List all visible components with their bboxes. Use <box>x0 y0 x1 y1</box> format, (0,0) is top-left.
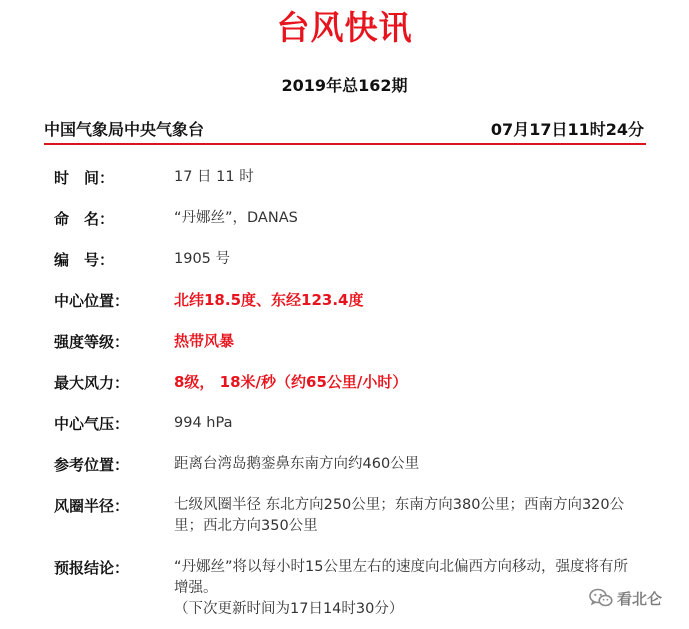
watermark-text: 看北仑 <box>617 589 663 608</box>
field-value: “丹娜丝”，DANAS <box>174 210 298 226</box>
field-value: 1905 号 <box>174 251 231 267</box>
issue-datetime: 07月17日11时24分 <box>490 120 644 139</box>
agency-name: 中国气象局中央气象台 <box>44 120 205 139</box>
forecast-text: “丹娜丝”将以每小时15公里左右的速度向北偏西方向移动，强度将有所增强。 <box>174 559 628 596</box>
field-label: 风圈半径： <box>54 497 130 515</box>
watermark <box>589 587 662 609</box>
field-value: 热带风暴 <box>174 332 235 350</box>
forecast-update-note: （下次更新时间为17日14时30分） <box>174 601 404 617</box>
field-value: 七级风圈半径 东北方向250公里；东南方向380公里；西南方向320公里；西北方向350公里 <box>174 497 625 534</box>
field-value: 17 日 11 时 <box>174 169 254 185</box>
field-value-block <box>174 557 636 620</box>
agency-header <box>44 117 646 145</box>
field-value: 8级， 18米/秒（约65公里/小时） <box>174 373 408 391</box>
field-label: 参考位置： <box>54 456 130 474</box>
field-value: 北纬18.5度、东经123.4度 <box>174 291 364 309</box>
field-label: 时 间： <box>54 169 115 187</box>
field-label: 命 名： <box>54 210 115 228</box>
bulletin-title: 台风快讯 <box>276 8 413 47</box>
field-label: 预报结论： <box>54 559 130 577</box>
field-value: 距离台湾岛鹅銮鼻东南方向约460公里 <box>174 456 420 472</box>
field-value: 994 hPa <box>174 415 233 431</box>
field-label: 中心气压： <box>54 415 130 433</box>
field-label: 最大风力： <box>54 374 130 392</box>
issue-number: 2019年总162期 <box>281 76 408 95</box>
field-label: 中心位置： <box>54 292 130 310</box>
field-label: 编 号： <box>54 251 115 269</box>
wechat-icon <box>589 588 613 608</box>
field-label: 强度等级： <box>54 333 130 351</box>
